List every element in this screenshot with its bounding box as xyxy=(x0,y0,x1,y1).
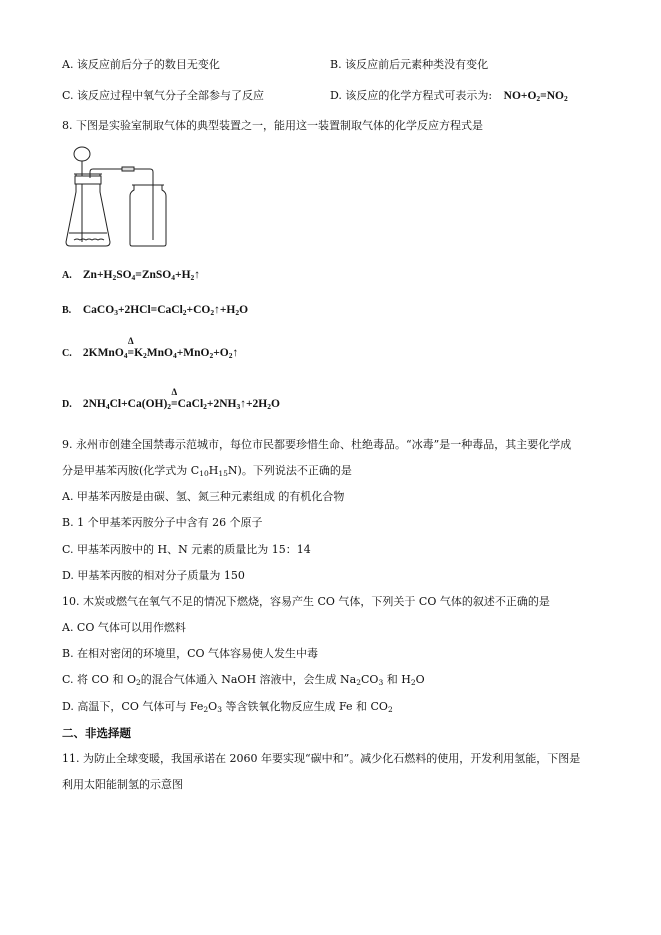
q10-option-d: D. 高温下，CO 气体可与 $Fe_2O_3$ 等含铁氧化物反应生成 Fe 和 $CO_2$ xyxy=(62,700,393,714)
q8-option-a: A. $Zn+H_2SO_4=ZnSO_4+H_2↑$ xyxy=(62,269,201,282)
q8-option-b: B. $CaCO_3+2HCl=CaCl_2+CO_2↑+H_2O$ xyxy=(62,304,249,317)
funnel-bulb xyxy=(74,147,90,161)
section-heading: 二、非选择题 xyxy=(62,726,131,740)
q8-label-d: D. xyxy=(62,399,72,410)
q7-option-d-text: D. 该反应的化学方程式可表示为: xyxy=(330,89,493,102)
gas-collecting-bottle xyxy=(130,185,166,246)
q9-option-a: A. 甲基苯丙胺是由碳、氢、氮三种元素组成 的有机化合物 xyxy=(62,490,345,503)
q7-option-a: A. 该反应前后分子的数目无变化 xyxy=(62,58,220,71)
q8-label-c: C. xyxy=(62,348,72,359)
q10-option-b: B. 在相对密闭的环境里，CO 气体容易使人发生中毒 xyxy=(62,647,319,660)
q10-option-d-pre: D. 高温下，CO 气体可与 Fe xyxy=(62,700,204,713)
delivery-tube-2 xyxy=(134,169,153,240)
q9-stem-line2: 分是甲基苯丙胺(化学式为 $C_{10}H_{15}N$)。下列说法不正确的是 xyxy=(62,464,352,478)
stopper xyxy=(75,176,101,184)
solid-reactant xyxy=(74,239,104,240)
q10-option-c: C. 将 CO 和 $O_2$的混合气体通入 NaOH 溶液中，会生成 $Na_2CO_3$ 和 $H_2O$ xyxy=(62,673,425,687)
q7-equation: $NO+O_2=NO_2$ xyxy=(503,90,568,103)
q10-stem: 10. 木炭或燃气在氧气不足的情况下燃烧，容易产生 CO 气体，下列关于 CO 气体的叙述不正确的是 xyxy=(62,595,550,608)
q10-option-c-pre: C. 将 CO 和 O xyxy=(62,673,136,686)
q9-stem-post: )。下列说法不正确的是 xyxy=(237,464,352,477)
q11-line1: 11. 为防止全球变暖，我国承诺在 2060 年要实现“碳中和”。减少化石燃料的使用，开发利用氢能，下图是 xyxy=(62,752,581,765)
q9-stem-pre: 分是甲基苯丙胺(化学式为 C xyxy=(62,464,200,477)
q9-option-d: D. 甲基苯丙胺的相对分子质量为 150 xyxy=(62,569,245,582)
q8-label-b: B. xyxy=(62,305,72,316)
q10-option-c-mid: 的混合气体通入 NaOH 溶液中，会生成 Na xyxy=(140,673,357,686)
q7-option-d xyxy=(330,88,568,104)
q9-option-b: B. 1 个甲基苯丙胺分子中含有 26 个原子 xyxy=(62,516,263,529)
q9-option-c: C. 甲基苯丙胺中的 H、N 元素的质量比为 15：14 xyxy=(62,543,311,556)
q8-stem: 8. 下图是实验室制取气体的典型装置之一，能用这一装置制取气体的化学反应方程式是 xyxy=(62,119,483,132)
q8-option-c: C. 2KMnO$_4$ Δ $=K_2MnO_4+MnO_2+O_2↑$ xyxy=(62,336,239,360)
q7-option-c: C. 该反应过程中氧气分子全部参与了反应 xyxy=(62,89,265,102)
q10-option-c-post: 和 H xyxy=(386,673,411,686)
q8-label-a: A. xyxy=(62,270,72,281)
q10-option-a: A. CO 气体可以用作燃料 xyxy=(62,621,186,634)
q8-option-d: D. $2NH_4Cl+Ca(OH)_2$ Δ $=CaCl_2+2NH_3↑+2H_2O$ xyxy=(62,387,280,411)
q9-stem-line1: 9. 永州市创建全国禁毒示范城市，每位市民都要珍惜生命、杜绝毒品。“冰毒”是一种毒品，其主要化学成 xyxy=(62,438,572,451)
conical-flask xyxy=(66,174,110,246)
q11-line2: 利用太阳能制氢的示意图 xyxy=(62,778,183,791)
gas-generation-apparatus-figure xyxy=(62,140,172,252)
q10-option-d-mid: 等含铁氧化物反应生成 Fe 和 CO xyxy=(225,700,388,713)
rubber-connector xyxy=(122,167,134,171)
q7-option-b: B. 该反应前后元素种类没有变化 xyxy=(330,58,489,71)
